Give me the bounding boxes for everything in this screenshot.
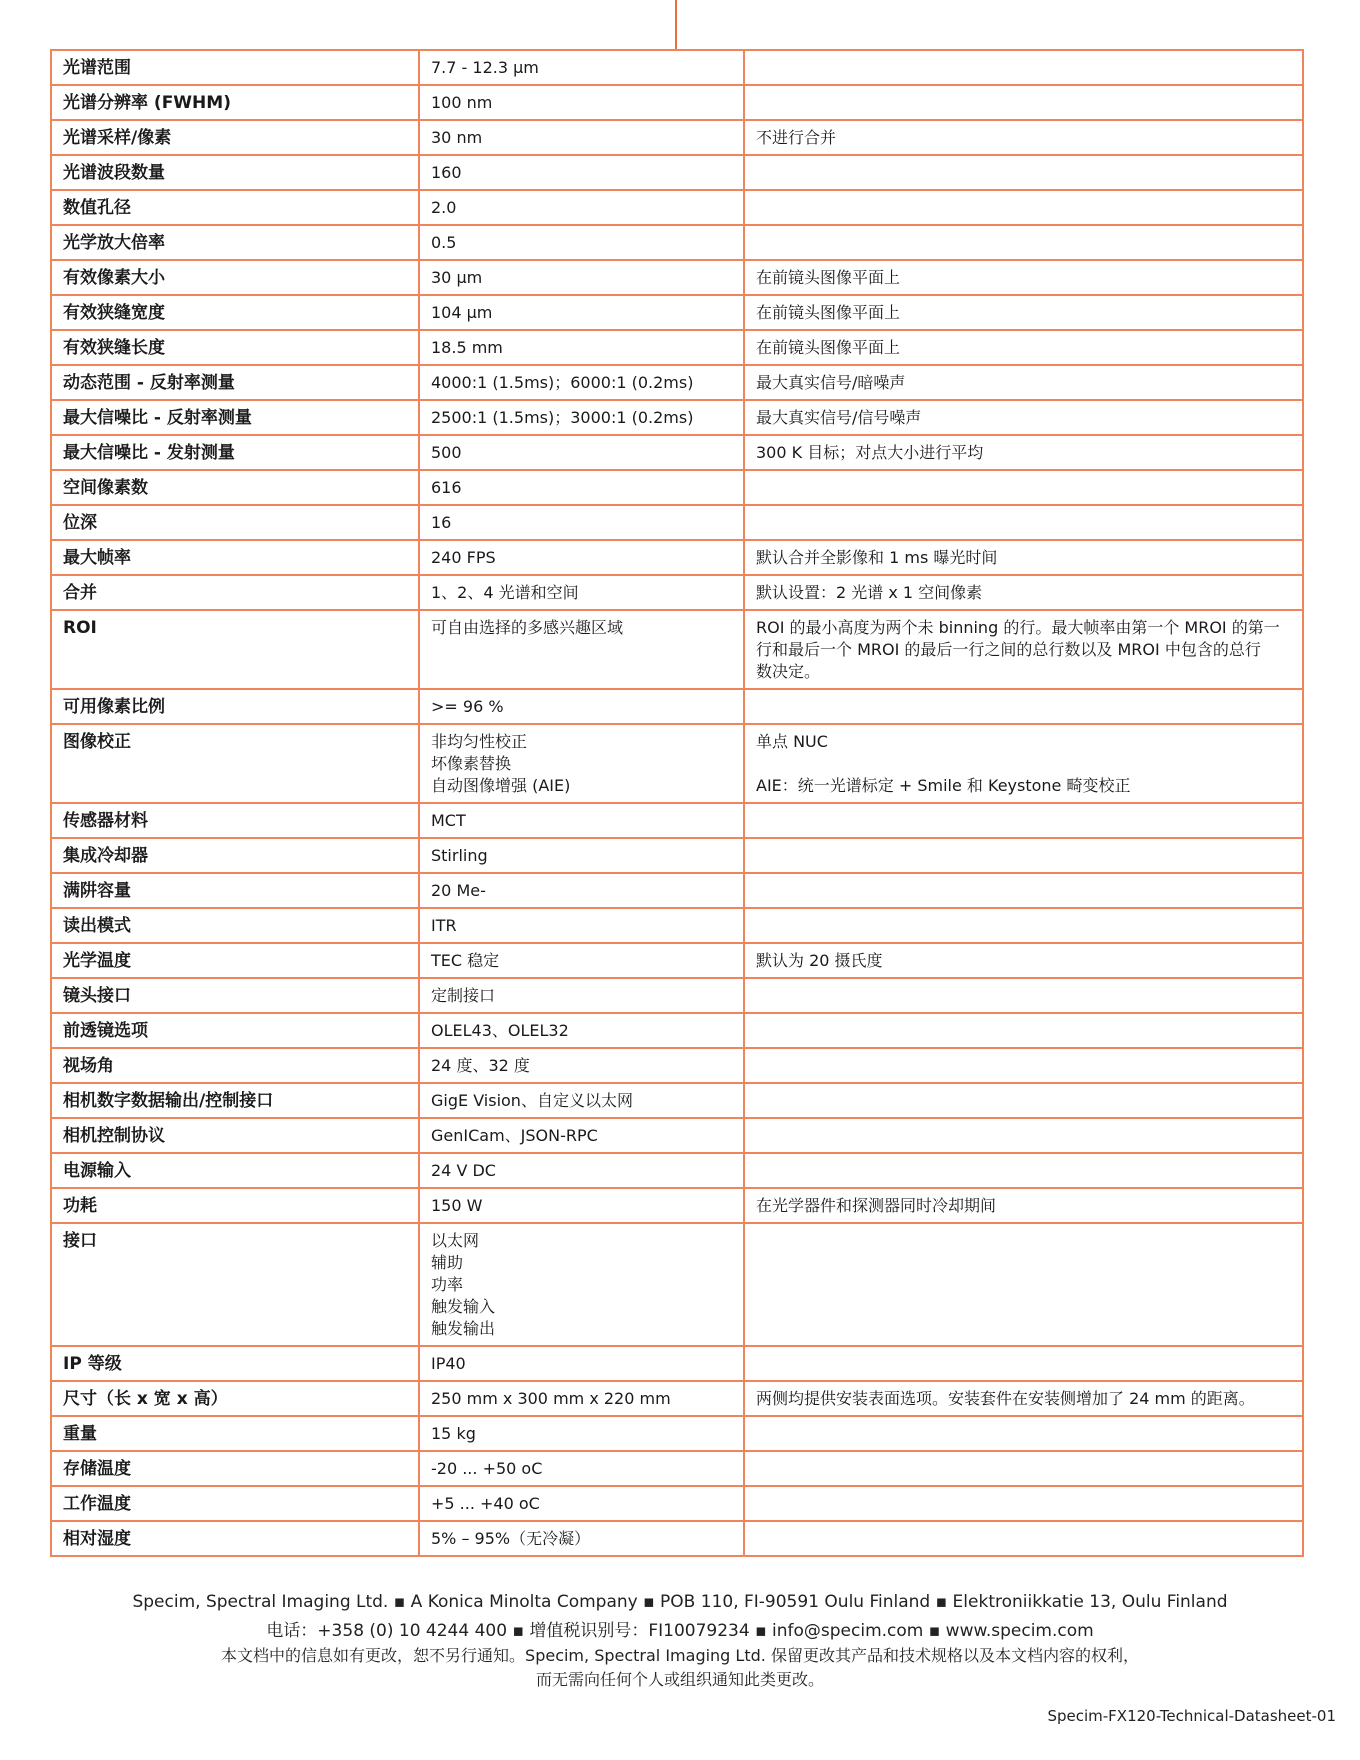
spec-note-line: AIE：统一光谱标定 + Smile 和 Keystone 畸变校正: [756, 776, 1131, 795]
spec-row: [51, 540, 1303, 575]
spec-label: 光谱采样/像素: [51, 120, 419, 155]
spec-row: [51, 689, 1303, 724]
footer-disclaimer-line: 本文档中的信息如有更改，恕不另行通知。Specim, Spectral Imaging Ltd. 保留更改其产品和技术规格以及本文档内容的权利，: [221, 1646, 1139, 1665]
spec-label: 光谱分辨率 (FWHM): [51, 85, 419, 120]
spec-note-line: [756, 1160, 1291, 1182]
spec-label: IP 等级: [51, 1346, 419, 1381]
spec-value: [419, 943, 744, 978]
spec-row: [51, 943, 1303, 978]
spec-note: [744, 610, 1303, 689]
spec-value-line: 辅助: [431, 1253, 464, 1272]
spec-row: [51, 1451, 1303, 1486]
spec-label: 动态范围 - 反射率测量: [51, 365, 419, 400]
spec-note: [744, 540, 1303, 575]
spec-row: [51, 803, 1303, 838]
spec-value: [419, 1223, 744, 1346]
spec-value-line: 触发输出: [431, 1319, 496, 1338]
spec-row: [51, 400, 1303, 435]
spec-note: [744, 85, 1303, 120]
spec-note-line: 在光学器件和探测器同时冷却期间: [756, 1196, 997, 1215]
spec-note: [744, 1521, 1303, 1556]
spec-value-line: 5% – 95%（无冷凝）: [431, 1529, 591, 1548]
spec-value-line: 30 nm: [431, 128, 483, 147]
spec-row: [51, 365, 1303, 400]
spec-label: 镜头接口: [51, 978, 419, 1013]
spec-note-line: [756, 1423, 1291, 1445]
spec-value: [419, 724, 744, 803]
spec-value-line: 100 nm: [431, 93, 493, 112]
spec-value-line: 20 Me-: [431, 881, 486, 900]
spec-row: [51, 225, 1303, 260]
spec-note-line: 行和最后一个 MROI 的最后一行之间的总行数以及 MROI 中包含的总行: [756, 640, 1261, 659]
spec-note: [744, 1118, 1303, 1153]
spec-value: [419, 260, 744, 295]
spec-row: [51, 470, 1303, 505]
spec-note: [744, 365, 1303, 400]
spec-row: [51, 505, 1303, 540]
spec-value: [419, 1153, 744, 1188]
spec-note-line: [756, 1458, 1291, 1480]
spec-label: 功耗: [51, 1188, 419, 1223]
spec-note: [744, 120, 1303, 155]
spec-label: 数值孔径: [51, 190, 419, 225]
spec-note: [744, 724, 1303, 803]
spec-value: [419, 1486, 744, 1521]
spec-value-line: 触发输入: [431, 1297, 496, 1316]
spec-value: [419, 1083, 744, 1118]
spec-label: 工作温度: [51, 1486, 419, 1521]
spec-note: [744, 190, 1303, 225]
spec-label: 集成冷却器: [51, 838, 419, 873]
spec-note-line: 两侧均提供安装表面选项。安装套件在安装侧增加了 24 mm 的距离。: [756, 1389, 1255, 1408]
spec-row: [51, 1083, 1303, 1118]
spec-value-line: 160: [431, 163, 462, 182]
spec-note: [744, 1153, 1303, 1188]
spec-note-line: [756, 1353, 1291, 1375]
spec-value-line: +5 ... +40 oC: [431, 1494, 540, 1513]
spec-label: 可用像素比例: [51, 689, 419, 724]
spec-note-line: [756, 197, 1291, 219]
spec-note: [744, 838, 1303, 873]
spec-label: 合并: [51, 575, 419, 610]
spec-value-line: 16: [431, 513, 452, 532]
spec-value-line: 非均匀性校正: [431, 732, 528, 751]
spec-note-line: 不进行合并: [756, 128, 837, 147]
spec-value: [419, 225, 744, 260]
spec-note-line: 在前镜头图像平面上: [756, 268, 901, 287]
spec-row: [51, 873, 1303, 908]
spec-row: [51, 908, 1303, 943]
spec-value: [419, 400, 744, 435]
spec-row: [51, 1188, 1303, 1223]
spec-note: [744, 505, 1303, 540]
spec-label: 光学温度: [51, 943, 419, 978]
spec-value: [419, 295, 744, 330]
spec-value: [419, 540, 744, 575]
spec-note: [744, 330, 1303, 365]
spec-label: 最大信噪比 - 发射测量: [51, 435, 419, 470]
spec-table-body: [51, 50, 1303, 1556]
spec-value-line: 150 W: [431, 1196, 483, 1215]
spec-value-line: GenICam、JSON-RPC: [431, 1126, 598, 1145]
spec-label: 相机数字数据输出/控制接口: [51, 1083, 419, 1118]
top-divider-line: [675, 0, 677, 50]
spec-value: [419, 1521, 744, 1556]
spec-value: [419, 155, 744, 190]
spec-value: [419, 85, 744, 120]
spec-value: [419, 505, 744, 540]
spec-value: [419, 365, 744, 400]
spec-note-line: 最大真实信号/暗噪声: [756, 373, 906, 392]
spec-note: [744, 1486, 1303, 1521]
spec-note-line: [756, 232, 1291, 254]
spec-row: [51, 838, 1303, 873]
spec-value: [419, 1013, 744, 1048]
spec-value-line: 24 V DC: [431, 1161, 496, 1180]
spec-row: [51, 610, 1303, 689]
spec-note-line: [756, 985, 1291, 1007]
spec-note: [744, 1346, 1303, 1381]
spec-value-line: 104 µm: [431, 303, 493, 322]
spec-label: 有效狭缝宽度: [51, 295, 419, 330]
spec-value-line: -20 ... +50 oC: [431, 1459, 543, 1478]
spec-value-line: 250 mm x 300 mm x 220 mm: [431, 1389, 671, 1408]
spec-value-line: 30 µm: [431, 268, 483, 287]
spec-value: [419, 190, 744, 225]
spec-note: [744, 155, 1303, 190]
spec-note: [744, 908, 1303, 943]
spec-value: [419, 838, 744, 873]
spec-label: 相机控制协议: [51, 1118, 419, 1153]
spec-note-line: [756, 477, 1291, 499]
spec-row: [51, 978, 1303, 1013]
spec-table: [50, 49, 1304, 1557]
spec-value-line: 7.7 - 12.3 µm: [431, 58, 539, 77]
spec-row: [51, 575, 1303, 610]
spec-note-line: 默认合并全影像和 1 ms 曝光时间: [756, 548, 998, 567]
spec-note: [744, 873, 1303, 908]
spec-note-line: ROI 的最小高度为两个未 binning 的行。最大帧率由第一个 MROI 的第一: [756, 618, 1280, 637]
spec-value-line: 坏像素替换: [431, 754, 512, 773]
spec-value: [419, 1451, 744, 1486]
spec-note-line: [756, 162, 1291, 184]
spec-note-line: [756, 1528, 1291, 1550]
spec-row: [51, 1223, 1303, 1346]
spec-note-line: [756, 880, 1291, 902]
spec-value-line: 15 kg: [431, 1424, 476, 1443]
spec-value: [419, 50, 744, 85]
spec-value-line: GigE Vision、自定义以太网: [431, 1091, 633, 1110]
spec-note: [744, 1083, 1303, 1118]
spec-value-line: 18.5 mm: [431, 338, 503, 357]
spec-label: 读出模式: [51, 908, 419, 943]
spec-label: 空间像素数: [51, 470, 419, 505]
spec-label: 最大信噪比 - 反射率测量: [51, 400, 419, 435]
spec-value-line: ITR: [431, 916, 457, 935]
spec-label: 视场角: [51, 1048, 419, 1083]
spec-note-line: 最大真实信号/信号噪声: [756, 408, 922, 427]
spec-label: 相对湿度: [51, 1521, 419, 1556]
spec-note-line: [756, 1230, 1291, 1252]
spec-row: [51, 1048, 1303, 1083]
spec-label: 最大帧率: [51, 540, 419, 575]
spec-value-line: OLEL43、OLEL32: [431, 1021, 569, 1040]
spec-value: [419, 1188, 744, 1223]
spec-value: [419, 978, 744, 1013]
spec-note-line: [756, 57, 1291, 79]
spec-row: [51, 50, 1303, 85]
spec-note: [744, 1048, 1303, 1083]
spec-note: [744, 803, 1303, 838]
spec-note: [744, 470, 1303, 505]
spec-note-line: 在前镜头图像平面上: [756, 303, 901, 322]
spec-row: [51, 155, 1303, 190]
spec-value: [419, 873, 744, 908]
spec-label: 光谱波段数量: [51, 155, 419, 190]
spec-note-line: [756, 696, 1291, 718]
spec-note: [744, 295, 1303, 330]
spec-value-line: 2500:1 (1.5ms)；3000:1 (0.2ms): [431, 408, 694, 427]
spec-value: [419, 330, 744, 365]
spec-value: [419, 689, 744, 724]
spec-note-line: [756, 1020, 1291, 1042]
spec-value-line: IP40: [431, 1354, 466, 1373]
spec-label: 满阱容量: [51, 873, 419, 908]
spec-row: [51, 1486, 1303, 1521]
spec-label: 位深: [51, 505, 419, 540]
spec-value: [419, 1381, 744, 1416]
spec-note-line: [756, 1090, 1291, 1112]
spec-label: ROI: [51, 610, 419, 689]
spec-value-line: 500: [431, 443, 462, 462]
spec-value: [419, 120, 744, 155]
spec-label: 前透镜选项: [51, 1013, 419, 1048]
spec-row: [51, 1346, 1303, 1381]
spec-note-line: 300 K 目标；对点大小进行平均: [756, 443, 984, 462]
footer-disclaimer-line-2: 而无需向任何个人或组织通知此类更改。: [535, 1670, 824, 1689]
spec-note: [744, 1381, 1303, 1416]
spec-row: [51, 295, 1303, 330]
spec-value-line: 616: [431, 478, 462, 497]
spec-value-line: MCT: [431, 811, 466, 830]
spec-note-line: 默认设置：2 光谱 x 1 空间像素: [756, 583, 983, 602]
spec-row: [51, 120, 1303, 155]
spec-note-line: [756, 512, 1291, 534]
spec-row: [51, 1521, 1303, 1556]
spec-value-line: 1、2、4 光谱和空间: [431, 583, 579, 602]
spec-note-line: [756, 753, 1291, 775]
footer-contact-line: 电话：+358 (0) 10 4244 400 ▪ 增值税识别号：FI10079234 ▪ info@specim.com ▪ www.specim.com: [266, 1621, 1094, 1641]
spec-note-line: [756, 1125, 1291, 1147]
spec-value: [419, 803, 744, 838]
spec-note: [744, 1013, 1303, 1048]
spec-note: [744, 943, 1303, 978]
spec-label: 接口: [51, 1223, 419, 1346]
spec-label: 传感器材料: [51, 803, 419, 838]
spec-note: [744, 978, 1303, 1013]
spec-value-line: 自动图像增强 (AIE): [431, 776, 571, 795]
spec-note-line: 数决定。: [756, 662, 821, 681]
spec-row: [51, 1118, 1303, 1153]
spec-note: [744, 400, 1303, 435]
spec-value-line: 定制接口: [431, 986, 496, 1005]
spec-row: [51, 1013, 1303, 1048]
spec-note-line: [756, 915, 1291, 937]
spec-row: [51, 190, 1303, 225]
spec-row: [51, 435, 1303, 470]
spec-value-line: 可自由选择的多感兴趣区域: [431, 618, 624, 637]
spec-row: [51, 1381, 1303, 1416]
spec-label: 图像校正: [51, 724, 419, 803]
spec-note-line: 单点 NUC: [756, 732, 828, 751]
footer-company-line: Specim, Spectral Imaging Ltd. ▪ A Konica Minolta Company ▪ POB 110, FI-90591 Oulu Finland ▪ Elektroniikkatie 13, Oulu Finland: [132, 1592, 1228, 1612]
spec-value-line: 功率: [431, 1275, 464, 1294]
spec-note: [744, 1416, 1303, 1451]
spec-value: [419, 1048, 744, 1083]
spec-note: [744, 689, 1303, 724]
document-id: Specim-FX120-Technical-Datasheet-01: [1047, 1707, 1336, 1725]
spec-value: [419, 610, 744, 689]
spec-value-line: 240 FPS: [431, 548, 496, 567]
spec-label: 重量: [51, 1416, 419, 1451]
spec-value: [419, 435, 744, 470]
spec-label: 有效像素大小: [51, 260, 419, 295]
spec-note-line: 在前镜头图像平面上: [756, 338, 901, 357]
spec-note: [744, 1451, 1303, 1486]
spec-note: [744, 1188, 1303, 1223]
spec-row: [51, 724, 1303, 803]
spec-note-line: [756, 810, 1291, 832]
spec-note-line: [756, 1055, 1291, 1077]
spec-note: [744, 50, 1303, 85]
spec-value-line: 以太网: [431, 1231, 480, 1250]
spec-note-line: [756, 845, 1291, 867]
spec-note: [744, 435, 1303, 470]
spec-value-line: 24 度、32 度: [431, 1056, 530, 1075]
spec-value: [419, 470, 744, 505]
spec-note-line: 默认为 20 摄氏度: [756, 951, 883, 970]
spec-label: 尺寸（长 x 宽 x 高）: [51, 1381, 419, 1416]
spec-note: [744, 1223, 1303, 1346]
spec-value-line: 2.0: [431, 198, 457, 217]
spec-value: [419, 908, 744, 943]
spec-note-line: [756, 92, 1291, 114]
spec-value-line: 4000:1 (1.5ms)；6000:1 (0.2ms): [431, 373, 694, 392]
spec-row: [51, 330, 1303, 365]
spec-note-line: [756, 1493, 1291, 1515]
spec-value: [419, 1118, 744, 1153]
spec-value: [419, 1346, 744, 1381]
spec-value-line: TEC 稳定: [431, 951, 500, 970]
spec-note: [744, 225, 1303, 260]
spec-label: 电源输入: [51, 1153, 419, 1188]
spec-value-line: 0.5: [431, 233, 457, 252]
spec-row: [51, 260, 1303, 295]
spec-label: 存储温度: [51, 1451, 419, 1486]
spec-value: [419, 575, 744, 610]
spec-row: [51, 85, 1303, 120]
spec-note: [744, 260, 1303, 295]
spec-label: 光谱范围: [51, 50, 419, 85]
spec-label: 有效狭缝长度: [51, 330, 419, 365]
spec-label: 光学放大倍率: [51, 225, 419, 260]
spec-value: [419, 1416, 744, 1451]
spec-value-line: >= 96 %: [431, 697, 504, 716]
spec-row: [51, 1153, 1303, 1188]
spec-note: [744, 575, 1303, 610]
spec-row: [51, 1416, 1303, 1451]
spec-value-line: Stirling: [431, 846, 488, 865]
